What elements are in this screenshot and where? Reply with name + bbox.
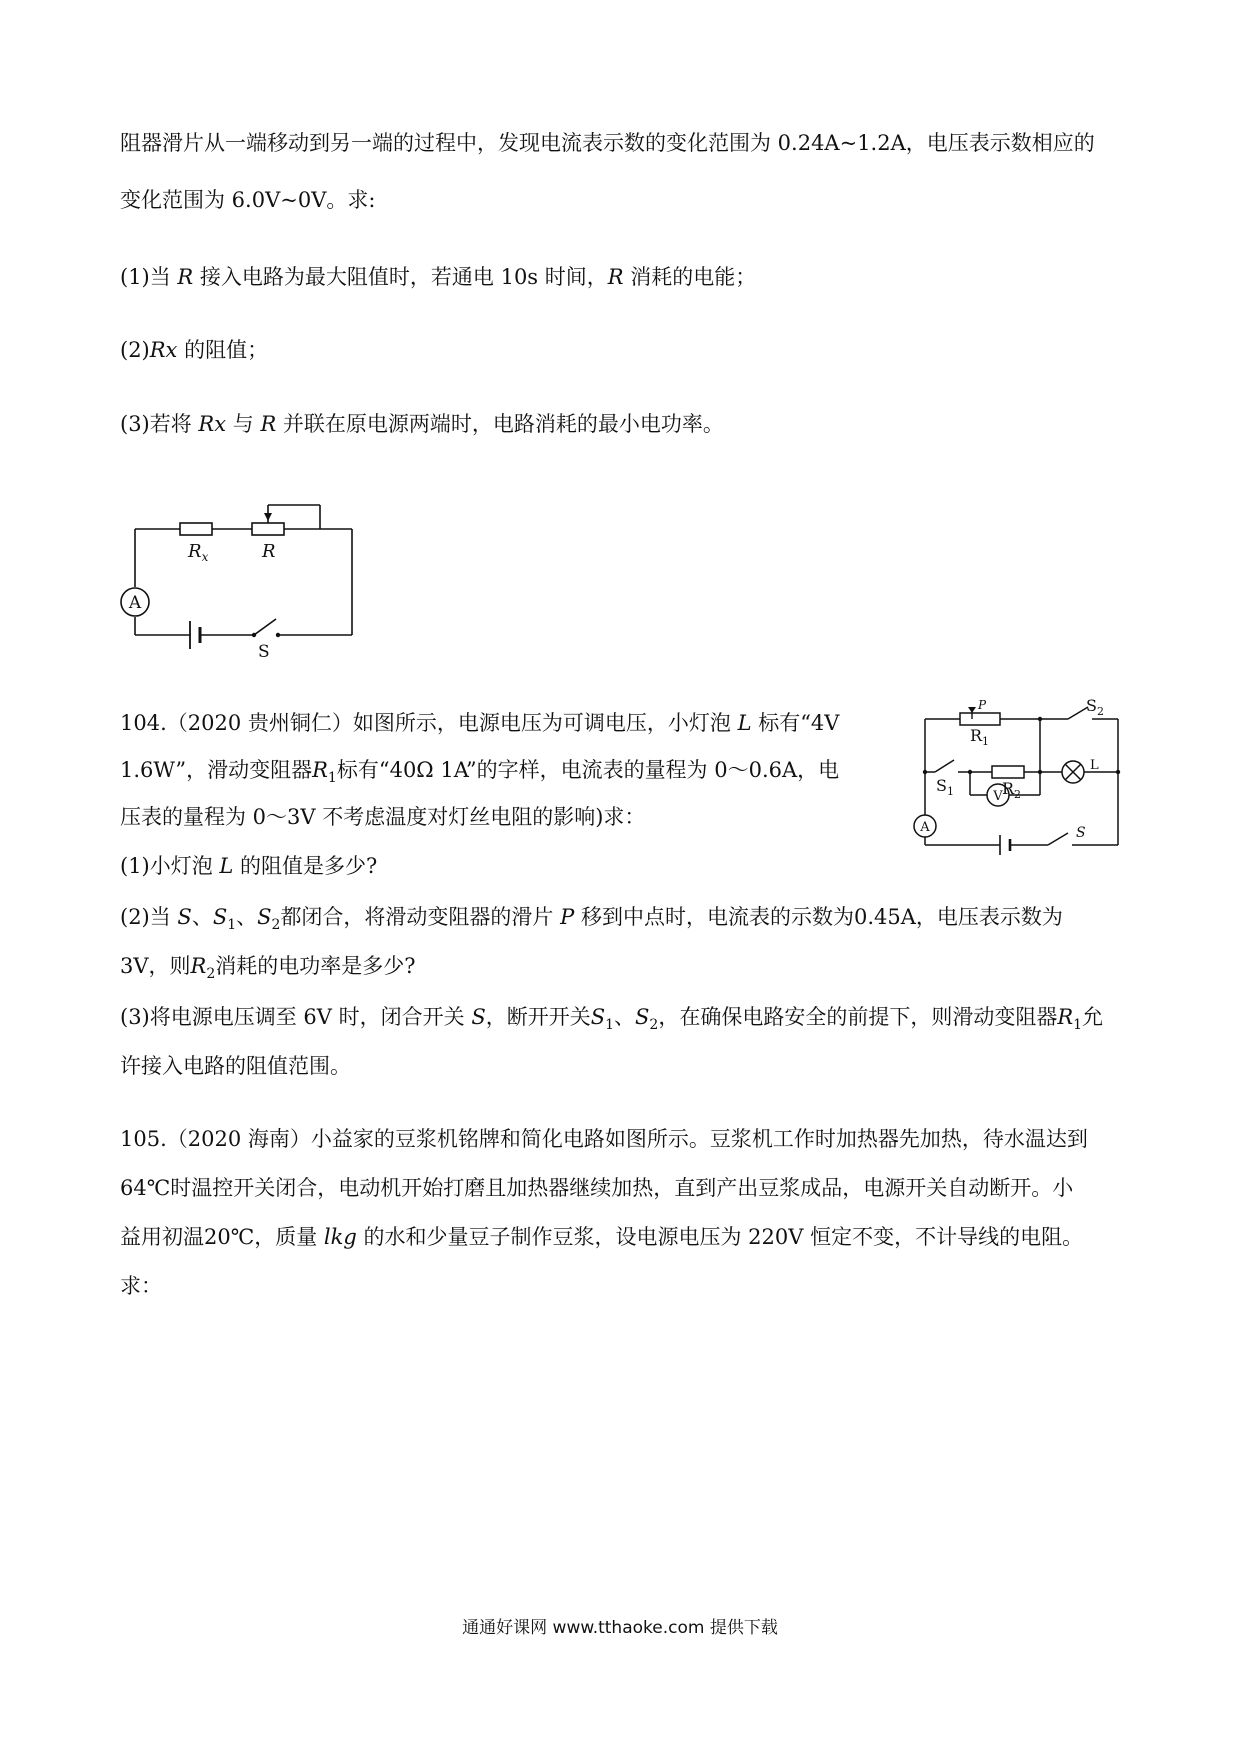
q104-part-3-cont: 许接入电路的阻值范围。 [120, 1054, 351, 1078]
circuit-diagram-2 [900, 695, 1140, 865]
q105-line-4: 求： [120, 1274, 162, 1298]
q104-line-1: 104.（2020 贵州铜仁）如图所示，电源电压为可调电压，小灯泡 L 标有“4V [120, 711, 840, 735]
q104-part-1: (1)小灯泡 L 的阻值是多少? [120, 854, 378, 878]
r2-label: $R_2$ [1002, 779, 1022, 801]
resistor-rx [180, 523, 212, 535]
switch-s-label: S [258, 642, 270, 660]
voltmeter-label: V [993, 789, 1003, 804]
q105-line-3: 益用初温20℃，质量 lkg 的水和少量豆子制作豆浆，设电源电压为 220V 恒定不变，不计导线的电阻。 [120, 1225, 1084, 1249]
q104-part-3: (3)将电源电压调至 6V 时，闭合开关 S，断开开关$S_1$、$S_2$，在确保电路安全的前提下，则滑动变阻器$R_1$允 [120, 1005, 1104, 1033]
q104-line-3: 压表的量程为 0～3V 不考虑温度对灯丝电阻的影响)求： [120, 805, 646, 829]
s1-label: $S_1$ [936, 776, 954, 798]
rheostat-r1 [960, 713, 1000, 725]
rx-label: $R_x$ [188, 541, 209, 564]
intro-line-1: 阻器滑片从一端移动到另一端的过程中，发现电流表示数的变化范围为 0.24A~1.2A，电压表示数相应的 [120, 131, 1095, 155]
q105-line-2: 64℃时温控开关闭合，电动机开始打磨且加热器继续加热，直到产出豆浆成品，电源开关自动断开。小 [120, 1176, 1074, 1200]
s2-label: $S_2$ [1086, 696, 1104, 718]
r1-label: $R_1$ [970, 726, 990, 748]
q105-line-1: 105.（2020 海南）小益家的豆浆机铭牌和简化电路如图所示。豆浆机工作时加热器先加热，待水温达到 [120, 1127, 1088, 1151]
q103-part-3: (3)若将 Rx 与 R 并联在原电源两端时，电路消耗的最小电功率。 [120, 412, 724, 436]
l-label: L [1090, 758, 1099, 773]
intro-line-2: 变化范围为 6.0V~0V。求: [120, 188, 376, 212]
ammeter-label: A [128, 593, 142, 613]
q104-part-2: (2)当 S、$S_1$、$S_2$都闭合，将滑动变阻器的滑片 P 移到中点时，电流表的示数为0.45A，电压表示数为 [120, 905, 1063, 933]
q104-part-2-cont: 3V，则$R_2$消耗的电功率是多少? [120, 954, 416, 982]
s-label: S [1076, 825, 1086, 841]
q103-part-2: (2)Rx 的阻值； [120, 338, 269, 362]
q103-part-1: (1)当 R 接入电路为最大阻值时，若通电 10s 时间，R 消耗的电能； [120, 265, 757, 289]
q104-line-2: 1.6W”，滑动变阻器$R_1$标有“40Ω 1A”的字样，电流表的量程为 0～0.6A，电 [120, 758, 840, 786]
footer-download-notice: 通通好课网 www.tthaoke.com 提供下载 [462, 1618, 778, 1638]
resistor-r2 [992, 766, 1024, 778]
circuit-diagram-1 [100, 485, 370, 660]
rheostat-r [252, 523, 284, 535]
ammeter-label-2: A [920, 820, 930, 835]
r-label: R [262, 541, 276, 562]
p-label: P [978, 698, 987, 712]
